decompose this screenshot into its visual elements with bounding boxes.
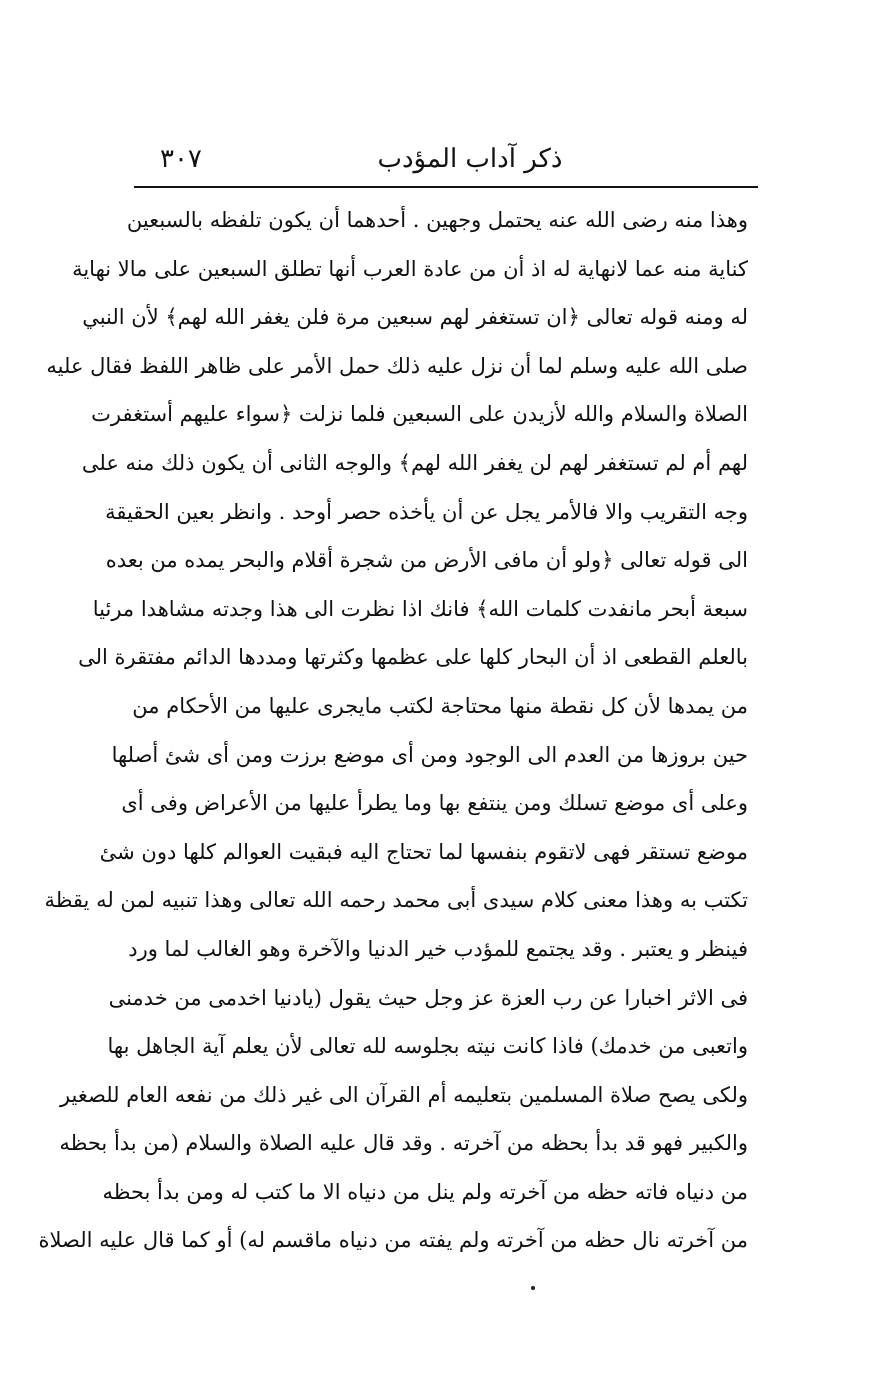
text-line: حين بروزها من العدم الى الوجود ومن أى موضع برزت ومن أى شئ أصلها <box>111 742 748 767</box>
text-line: الى قوله تعالى ﴿ولو أن مافى الأرض من شجرة أقلام والبحر يمده من بعده <box>105 548 748 573</box>
page-header <box>140 140 756 180</box>
text-line: فينظر و يعتبر . وقد يجتمع للمؤدب خير الدنيا والآخرة وهو الغالب لما ورد <box>128 936 748 961</box>
stray-dot-mark <box>531 1286 535 1290</box>
header-rule <box>134 186 758 188</box>
text-line: ولكى يصح صلاة المسلمين بتعليمه أم القرآن الى غير ذلك من نفعه العام للصغير <box>59 1082 748 1107</box>
body-text <box>38 196 748 1265</box>
text-line: له ومنه قوله تعالى ﴿ان تستغفر لهم سبعين مرة فلن يغفر الله لهم﴾ لأن النبي <box>82 305 748 330</box>
text-line: وجه التقريب والا فالأمر يجل عن أن يأخذه حصر أوحد . وانظر بعين الحقيقة <box>105 499 748 524</box>
text-line: صلى الله عليه وسلم لما أن نزل عليه ذلك حمل الأمر على ظاهر اللفظ فقال عليه <box>46 353 748 378</box>
text-line: كناية منه عما لانهاية له اذ أن من عادة العرب أنها تطلق السبعين على مالا نهاية <box>72 256 748 281</box>
page-number: ٣٠٧ <box>160 144 202 174</box>
text-line: الصلاة والسلام والله لأزيدن على السبعين فلما نزلت ﴿سواء عليهم أستغفرت <box>91 402 748 427</box>
text-line: من آخرته نال حظه من آخرته ولم يفته من دنياه ماقسم له) أو كما قال عليه الصلاة <box>38 1228 748 1253</box>
text-line: من يمدها لأن كل نقطة منها محتاجة لكتب مايجرى عليها من الأحكام من <box>132 693 748 718</box>
text-line: واتعبى من خدمك) فاذا كانت نيته بجلوسه لله تعالى لأن يعلم آية الجاهل بها <box>107 1034 748 1059</box>
text-line: وعلى أى موضع تسلك ومن ينتفع بها وما يطرأ عليها من الأعراض وفى أى <box>121 791 748 816</box>
text-line: والكبير فهو قد بدأ بحظه من آخرته . وقد قال عليه الصلاة والسلام (من بدأ بحظه <box>59 1131 748 1156</box>
text-line: بالعلم القطعى اذ أن البحار كلها على عظمها وكثرتها ومددها الدائم مفتقرة الى <box>78 645 748 670</box>
text-line: سبعة أبحر مانفدت كلمات الله﴾ فانك اذا نظرت الى هذا وجدته مشاهدا مرئيا <box>92 596 748 621</box>
text-line: موضع تستقر فهى لاتقوم بنفسها لما تحتاج اليه فبقيت العوالم كلها دون شئ <box>99 839 748 864</box>
text-line: فى الاثر اخبارا عن رب العزة عز وجل حيث يقول (يادنيا اخدمى من خدمنى <box>108 985 748 1010</box>
text-line: لهم أم لم تستغفر لهم لن يغفر الله لهم﴾ والوجه الثانى أن يكون ذلك منه على <box>81 450 748 475</box>
text-line: وهذا منه رضى الله عنه يحتمل وجهين . أحدهما أن يكون تلفظه بالسبعين <box>126 208 748 232</box>
running-title: ذكر آداب المؤدب <box>377 144 563 174</box>
text-line: تكتب به وهذا معنى كلام سيدى أبى محمد رحمه الله تعالى وهذا تنبيه لمن له يقظة <box>44 888 748 913</box>
text-line: من دنياه فاته حظه من آخرته ولم ينل من دنياه الا ما كتب له ومن بدأ بحظه <box>102 1179 748 1204</box>
